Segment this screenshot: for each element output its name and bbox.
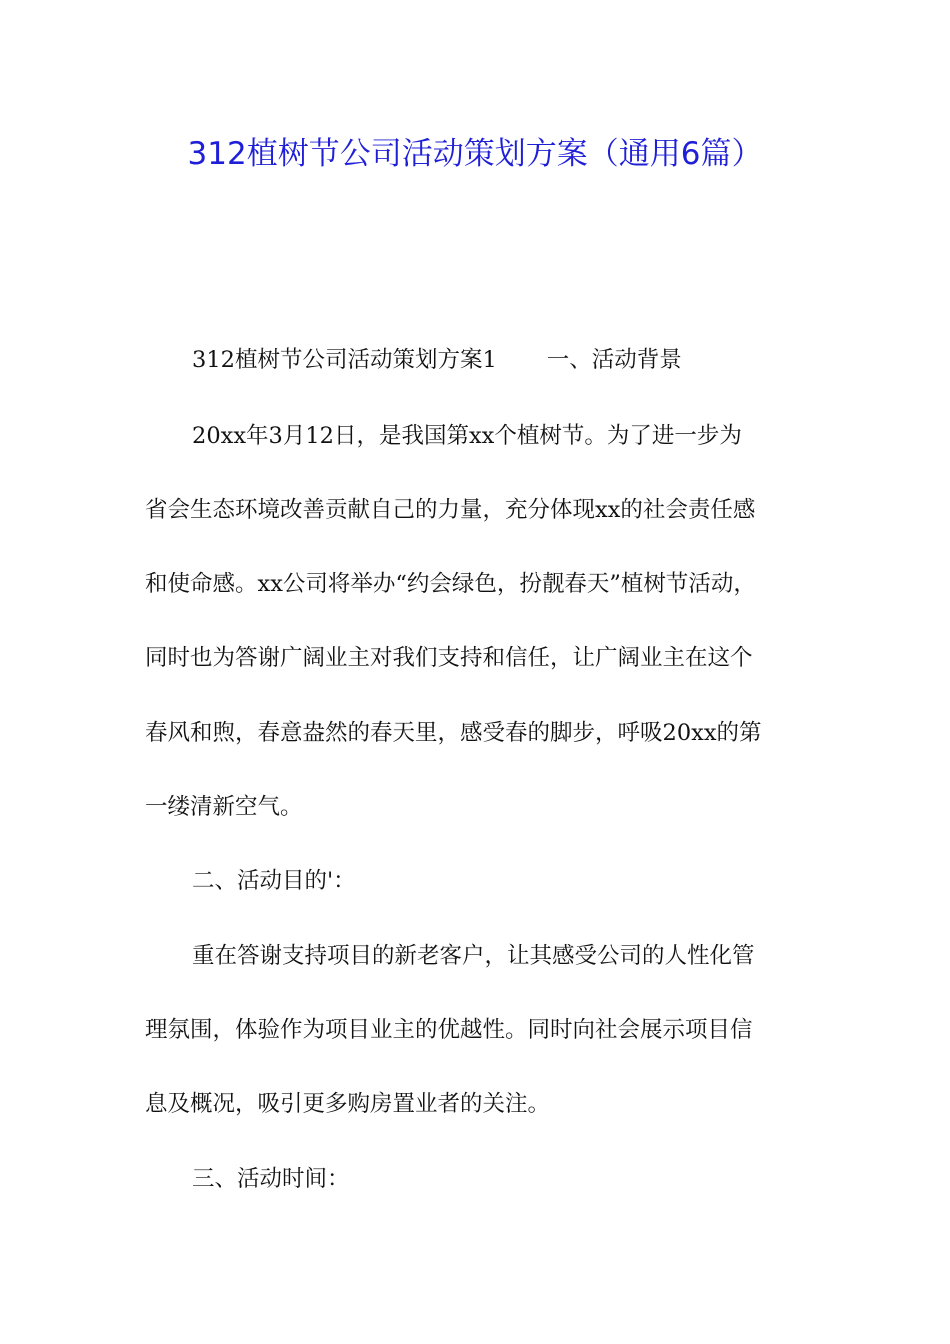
- paragraph-line: 理氛围，体验作为项目业主的优越性。同时向社会展示项目信: [145, 1017, 753, 1043]
- heading-purpose: 二、活动目的'：: [192, 868, 356, 894]
- paragraph-line: 一缕清新空气。: [145, 794, 303, 820]
- paragraph-line: 省会生态环境改善贡献自己的力量，充分体现xx的社会责任感: [145, 497, 756, 523]
- document-title: 312植树节公司活动策划方案（通用6篇）: [187, 136, 763, 172]
- paragraph-line: 春风和煦，春意盎然的春天里，感受春的脚步，呼吸20xx的第: [145, 720, 762, 746]
- heading-time: 三、活动时间：: [192, 1166, 350, 1192]
- paragraph-line: 同时也为答谢广阔业主对我们支持和信任，让广阔业主在这个: [145, 645, 753, 671]
- paragraph-line: 息及概况，吸引更多购房置业者的关注。: [145, 1091, 551, 1117]
- section-title: 312植树节公司活动策划方案1: [192, 347, 497, 373]
- section-heading-line: [192, 342, 682, 378]
- paragraph-line: 和使命感。xx公司将举办“约会绿色，扮靓春天”植树节活动，: [145, 571, 756, 597]
- paragraph-line: 20xx年3月12日，是我国第xx个植树节。为了进一步为: [192, 423, 742, 449]
- section-subheading: 一、活动背景: [546, 347, 682, 373]
- paragraph-line: 重在答谢支持项目的新老客户，让其感受公司的人性化管: [192, 943, 755, 969]
